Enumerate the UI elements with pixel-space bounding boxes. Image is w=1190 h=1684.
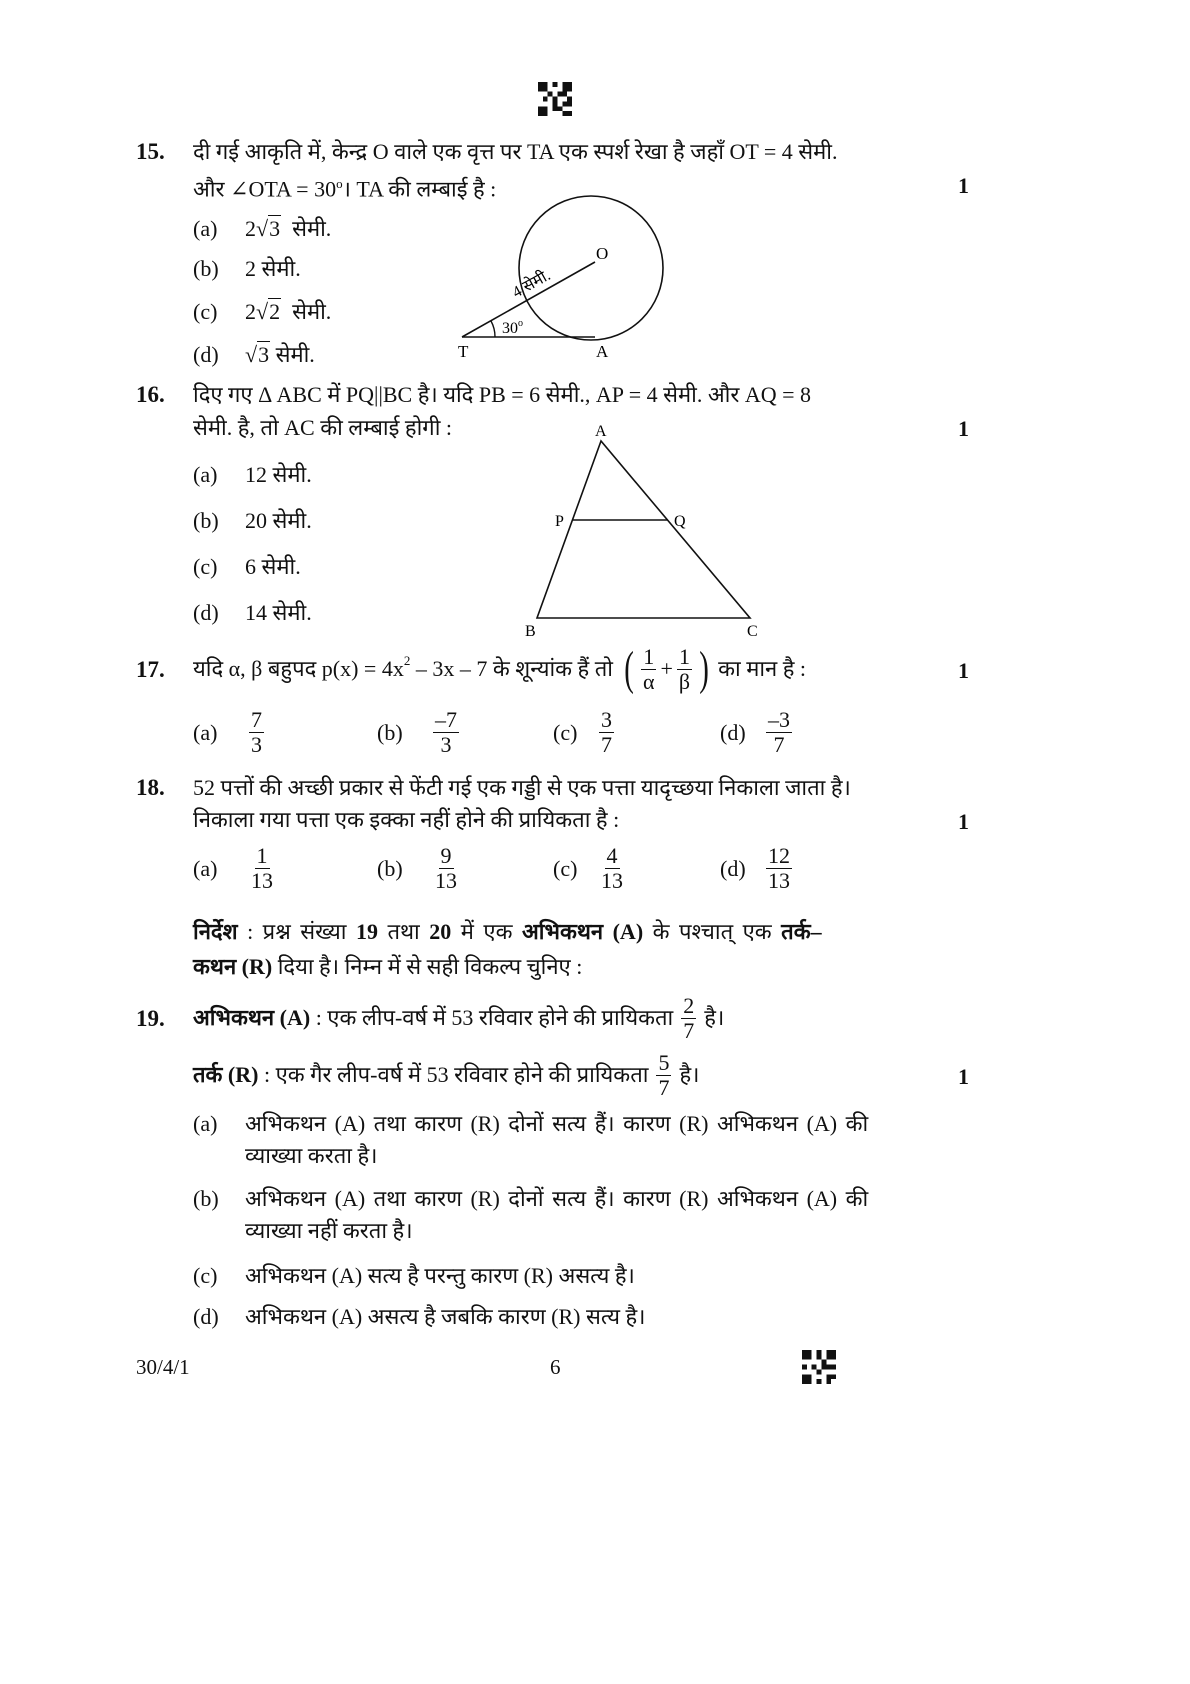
q17-option-a[interactable]: (a) $\frac{7}{3}$ — [193, 707, 262, 757]
question-19-number: 19. — [136, 1006, 165, 1031]
label-A: A — [595, 423, 607, 440]
question-17-text: यदि α, β बहुपद p(x) = 4x $^2$ – 3x – 7 के शून्यांक हैं तो ( $\frac{1}{\alpha}$ + $\frac{1}{\beta}$ ) का मान है : — [193, 642, 807, 695]
q18-option-d[interactable]: (d) $\frac{12}{13}$ — [720, 843, 790, 893]
question-16-number: 16. — [136, 382, 165, 407]
question-18-text-line2: निकाला गया पत्ता एक इक्का नहीं होने की प्रायिकता है : — [193, 807, 620, 832]
label-A: A — [596, 342, 609, 361]
page-number: 6 — [550, 1355, 561, 1379]
q18-option-c[interactable]: (c) $\frac{4}{13}$ — [553, 843, 623, 893]
q15-option-d[interactable]: (d) √3 सेमी. — [193, 342, 315, 367]
q15-option-a[interactable]: (a) 2√3 सेमी. — [193, 216, 332, 241]
question-15-text-line1: दी गई आकृति में, केन्द्र O वाले एक वृत्त पर TA एक स्पर्श रेखा है जहाँ OT = 4 सेमी. — [193, 139, 838, 164]
q15-option-b[interactable]: (b) 2 सेमी. — [193, 256, 301, 281]
q16-option-a[interactable]: (a) 12 सेमी. — [193, 462, 312, 487]
label-B: B — [525, 623, 536, 640]
qr-code-bottom-icon — [802, 1350, 836, 1384]
instruction-line2: कथन (R) दिया है। निम्न में से सही विकल्प चुनिए : — [193, 954, 583, 979]
question-18-text-line1: 52 पत्तों की अच्छी प्रकार से फेंटी गई एक गड्डी से एक पत्ता यादृच्छया निकाला जाता है। — [193, 775, 851, 800]
q17-option-b[interactable]: (b) $\frac{-7}{3}$ — [377, 707, 457, 757]
question-15-marks: 1 — [958, 173, 969, 198]
label-T: T — [458, 342, 469, 361]
q19-option-b[interactable]: (b) अभिकथन (A) तथा कारण (R) दोनों सत्य हैं। कारण (R) अभिकथन (A) की व्याख्या नहीं करता है। — [193, 1186, 869, 1243]
line-OT — [462, 262, 595, 337]
question-15-text-line2: और ∠OTA = $30^o।$ TA की लम्बाई है : — [193, 176, 497, 202]
qr-code-top-icon — [538, 82, 572, 116]
question-17-marks: 1 — [958, 658, 969, 683]
q19-option-d[interactable]: (d) अभिकथन (A) असत्य है जबकि कारण (R) सत्य है। — [193, 1304, 646, 1329]
angle-arc — [491, 321, 495, 337]
label-O: O — [596, 244, 609, 263]
sqrt-symbol: √3 — [256, 216, 281, 241]
q18-option-a[interactable]: (a) $\frac{1}{13}$ — [193, 843, 273, 893]
question-16-marks: 1 — [958, 416, 969, 441]
q19-option-c[interactable]: (c) अभिकथन (A) सत्य है परन्तु कारण (R) असत्य है। — [193, 1263, 635, 1288]
question-15-number: 15. — [136, 139, 165, 164]
parenthesized-expression: ( $\frac{1}{\alpha}$ + $\frac{1}{\beta}$ ) — [624, 642, 709, 695]
q16-option-c[interactable]: (c) 6 सेमी. — [193, 554, 301, 579]
q17-option-c[interactable]: (c) $\frac{3}{7}$ — [553, 707, 612, 757]
circle-shape — [519, 196, 663, 340]
label-angle: 30$^o$ — [502, 318, 523, 337]
q19-option-a[interactable]: (a) अभिकथन (A) तथा कारण (R) दोनों सत्य हैं। कारण (R) अभिकथन (A) की व्याख्या करता है। — [193, 1111, 869, 1168]
question-18-number: 18. — [136, 775, 165, 800]
q15-circle-tangent-figure — [450, 185, 710, 365]
question-16-text-line1: दिए गए Δ ABC में PQ||BC है। यदि PB = 6 सेमी., AP = 4 सेमी. और AQ = 8 — [193, 382, 812, 407]
question-16-text-line2: सेमी. है, तो AC की लम्बाई होगी : — [193, 415, 453, 440]
sqrt-symbol: √3 — [245, 342, 270, 367]
triangle-ABC — [537, 441, 750, 618]
question-18-marks: 1 — [958, 809, 969, 834]
label-length: 4 सेमी. — [509, 266, 554, 302]
q16-option-d[interactable]: (d) 14 सेमी. — [193, 600, 312, 625]
sqrt-symbol: √2 — [256, 299, 281, 324]
question-19-marks: 1 — [958, 1064, 969, 1089]
q17-option-d[interactable]: (d) $\frac{-3}{7}$ — [720, 707, 790, 757]
q18-option-b[interactable]: (b) $\frac{9}{13}$ — [377, 843, 457, 893]
q16-option-b[interactable]: (b) 20 सेमी. — [193, 508, 312, 533]
question-19-reason: तर्क (R) : एक गैर लीप-वर्ष में 53 रविवार होने की प्रायिकता $\frac{5}{7}$ है। — [193, 1049, 700, 1100]
q15-option-c[interactable]: (c) 2√2 सेमी. — [193, 299, 332, 324]
question-19-assertion: अभिकथन (A) : एक लीप-वर्ष में 53 रविवार होने की प्रायिकता $\frac{2}{7}$ है। — [193, 992, 725, 1043]
label-Q: Q — [674, 513, 686, 530]
q16-triangle-figure — [515, 418, 775, 643]
label-C: C — [747, 623, 758, 640]
question-17-number: 17. — [136, 657, 165, 682]
paper-code: 30/4/1 — [136, 1355, 190, 1379]
instruction-line1: निर्देश : प्रश्न संख्या 19 तथा 20 में एक अभिकथन (A) के पश्चात् एक तर्क– — [193, 919, 822, 944]
label-P: P — [555, 513, 564, 530]
